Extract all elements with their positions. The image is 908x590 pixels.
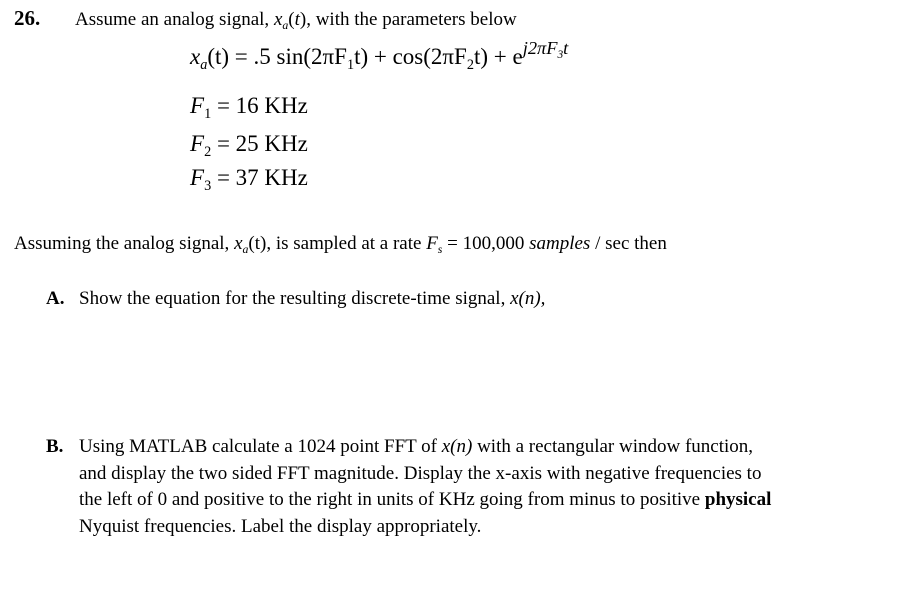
eq-exponent-main: j2πF — [522, 37, 558, 58]
eq-exponent-sub: 3 — [557, 48, 564, 61]
sampling-rate: = 100,000 — [442, 233, 525, 254]
eq-exponent — [522, 37, 569, 61]
signal-symbol-x: x — [273, 9, 283, 30]
param-f2-name: F — [190, 131, 205, 156]
signal-arg-t: t — [294, 9, 300, 30]
param-f2-value: = 25 KHz — [211, 131, 308, 156]
param-f1-sub: 1 — [204, 105, 212, 122]
eq-part2-end: t) + e — [473, 44, 523, 69]
eq-part2: (2πF — [423, 44, 467, 69]
part-b-line-2: and display the two sided FFT magnitude. Display the x-axis with negative frequencies to — [79, 462, 762, 484]
part-b-line1-before: Using MATLAB calculate a 1024 point FFT of — [79, 436, 437, 457]
signal-arg-open: ( — [288, 9, 295, 30]
eq-exponent-end: t — [563, 37, 569, 58]
question-number: 26. — [14, 6, 41, 30]
part-a-letter: A. — [46, 288, 65, 309]
param-f1 — [190, 93, 308, 122]
part-b-line1-signal: x(n) — [441, 436, 473, 457]
part-b-line-1 — [46, 434, 846, 461]
signal-equation — [190, 37, 569, 73]
part-a-text: Show the equation for the resulting discrete-time signal, — [79, 288, 506, 309]
part-b — [46, 434, 846, 540]
sampling-sub-s: s — [437, 243, 443, 257]
signal-subscript-a: a — [282, 19, 289, 33]
eq-part1-end: t) + cos — [354, 44, 424, 69]
sampling-before: Assuming the analog signal, — [14, 233, 230, 254]
sampling-F: F — [426, 233, 438, 254]
part-a — [46, 288, 545, 310]
param-f3-name: F — [190, 165, 205, 190]
eq-part1: (2πF — [303, 44, 347, 69]
sampling-statement — [14, 233, 667, 255]
param-f2 — [190, 131, 308, 160]
param-f3 — [190, 165, 308, 194]
intro-text-before: Assume an analog signal, — [75, 9, 270, 30]
part-b-line1-after: with a rectangular window function, — [477, 436, 754, 457]
sampling-sub-a: a — [242, 243, 249, 257]
intro-text-after: , with the parameters below — [306, 9, 517, 30]
param-f3-value: = 37 KHz — [211, 165, 308, 190]
param-f3-sub: 3 — [204, 177, 212, 194]
part-b-line-4: Nyquist frequencies. Label the display appropriately. — [79, 515, 482, 537]
param-f1-value: = 16 KHz — [211, 93, 308, 118]
eq-sub-a: a — [200, 56, 208, 73]
signal-arg-close: ) — [299, 9, 307, 30]
param-f1-name: F — [190, 93, 205, 118]
sampling-mid: (t), is sampled at a rate — [248, 233, 422, 254]
eq-x: x — [190, 44, 201, 69]
eq-part2-sub: 2 — [466, 56, 474, 73]
part-a-signal: x(n), — [510, 288, 546, 309]
part-b-letter: B. — [46, 436, 64, 457]
param-f2-sub: 2 — [204, 143, 212, 160]
sampling-unit-italic: samples — [529, 233, 591, 254]
eq-part1-sub: 1 — [346, 56, 355, 73]
part-b-line3-bold: physical — [704, 489, 772, 510]
part-b-line3-before: the left of 0 and positive to the right in units of KHz going from minus to positive — [79, 489, 701, 510]
sampling-unit-rest: / sec then — [590, 233, 667, 254]
eq-lhs: (t) = .5 sin — [207, 44, 304, 69]
sampling-x: x — [234, 233, 243, 254]
question-intro — [75, 9, 517, 31]
part-b-line-3 — [46, 487, 846, 514]
